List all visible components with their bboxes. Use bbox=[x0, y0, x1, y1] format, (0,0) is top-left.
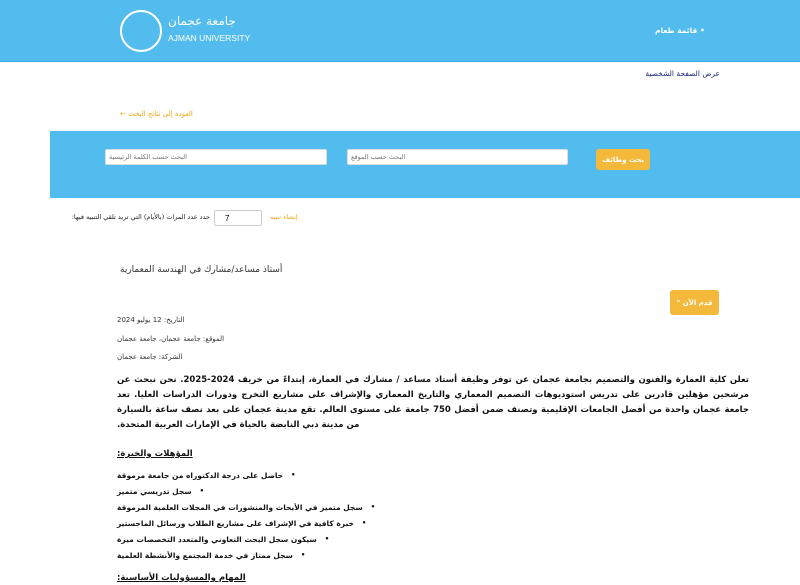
list-item-text: خبرة كافية في الإشراف على مشاريع الطلاب ورسائل الماجستير bbox=[117, 518, 354, 528]
list-item bbox=[117, 483, 749, 499]
bullet-icon: • bbox=[199, 487, 205, 495]
list-item-text: سجل متميز في الأبحاث والمنشورات في المجلات العلمية المرموقة bbox=[117, 502, 363, 512]
list-item-text: سجل ممتاز في خدمة المجتمع والأنشطة العلمية bbox=[117, 550, 293, 560]
duties-heading: المهام والمسؤوليات الأساسية: bbox=[117, 573, 246, 583]
job-content bbox=[117, 373, 749, 585]
list-item bbox=[117, 547, 749, 563]
menu-link[interactable]: • قائمة طعام bbox=[655, 26, 705, 35]
view-profile-link[interactable]: عرض الصفحة الشخصية bbox=[645, 69, 720, 78]
list-item bbox=[117, 467, 749, 483]
create-alert-link[interactable]: إنشاء تنبيه bbox=[270, 213, 298, 221]
list-item-text: سجل تدريسي متميز bbox=[117, 486, 192, 496]
job-title: أستاذ مساعد/مشارك في الهندسة المعمارية bbox=[120, 265, 283, 275]
list-item bbox=[117, 499, 749, 515]
location-search-input[interactable] bbox=[347, 149, 568, 165]
arrow-left-icon: ← bbox=[120, 110, 126, 118]
list-item-text: سيكون سجل البحث التعاوني والمتعدد التخصصات ميزة bbox=[117, 534, 317, 544]
bullet-icon: • bbox=[300, 551, 306, 559]
apply-now-button[interactable]: قدم الآن " bbox=[670, 290, 719, 315]
bullet-icon: • bbox=[324, 535, 330, 543]
list-item-text: حاصل على درجة الدكتوراه من جامعة مرموقة bbox=[117, 470, 284, 480]
job-company: الشركة: جامعة عجمان bbox=[117, 353, 183, 361]
job-location: الموقع: جامعة عجمان، جامعة عجمان bbox=[117, 335, 225, 343]
search-jobs-button[interactable]: بحث وظائف bbox=[596, 149, 650, 170]
keyword-search-input[interactable] bbox=[105, 149, 327, 165]
list-item bbox=[117, 515, 749, 531]
job-date: التاريخ: 12 يوليو 2024 bbox=[117, 316, 185, 324]
list-item bbox=[117, 531, 749, 547]
back-to-results-link[interactable] bbox=[120, 110, 193, 118]
alert-frequency-label: حدد عدد المرات (بالأيام) التي تريد تلقي التنبيه فيها: bbox=[71, 213, 210, 221]
job-description: تعلن كلية العمارة والفنون والتصميم بجامعة عجمان عن توفر وظيفة أستاذ مساعد / مشارك في العمارة، إبتداءً من خريف 2024-2025. نحن نبحث عن مرشحين مؤهلين قادرين على تدريس استوديوهات التصميم المعماري والتاريخ المعماري والإشراف على مشاريع التخرج ودورات الدراسات العليا. تعد جامعة عجمان واحدة من أفضل الجامعات الإقليمية وتصنف ضمن أفضل 750 جامعة على مستوى العالم. تقع مدينة عجمان على بعد نصف ساعة بالسيارة من مدينة دبي النابضة بالحياة في الإمارات العربية المتحدة. bbox=[117, 375, 749, 430]
qualifications-list bbox=[117, 467, 749, 563]
qualifications-heading: المؤهلات والخبرة: bbox=[117, 449, 193, 459]
logo-arabic-text: جامعة عجمان bbox=[168, 14, 236, 28]
back-link-label: العودة إلى نتائج البحث bbox=[128, 110, 193, 118]
bullet-icon: • bbox=[361, 519, 367, 527]
logo-english-text: AJMAN UNIVERSITY bbox=[168, 33, 251, 43]
bullet-icon: • bbox=[370, 503, 376, 511]
alert-days-input[interactable] bbox=[214, 210, 262, 226]
bullet-icon: • bbox=[291, 471, 296, 479]
university-logo-icon[interactable] bbox=[120, 10, 162, 52]
